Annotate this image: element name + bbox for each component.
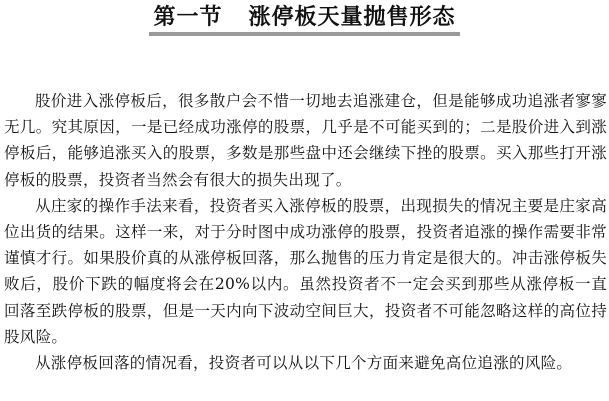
section-heading-underline — [149, 4, 459, 36]
paragraph-1: 股价进入涨停板后，很多散户会不惜一切地去追涨建仓，但是能够成功追涨者寥寥无几。究其原因，一是已经成功涨停的股票，几乎是不可能买到的；二是股价进入到涨停板后，能够追涨买入的股票，多数是那些盘中还会继续下挫的股票。买入那些打开涨停板的股票，投资者当然会有很大的损失出现了。 — [4, 92, 607, 189]
section-heading — [0, 2, 609, 36]
paragraph-3: 从涨停板回落的情况看，投资者可以从以下几个方面来避免高位追涨的风险。 — [35, 354, 573, 373]
section-number: 第一节 — [153, 5, 223, 30]
body-text — [4, 88, 607, 376]
section-title: 涨停板天量抛售形态 — [248, 5, 456, 30]
paragraph-2: 从庄家的操作手法来看，投资者买入涨停板的股票，出现损失的情况主要是庄家高位出货的结果。这样一来，对于分时图中成功涨停的股票，投资者追涨的操作需要非常谨慎才行。如果股价真的从涨停板回落，那么抛售的压力肯定是很大的。冲击涨停板失败后，股价下跌的幅度将会在20%以内。虽然投资者不一定会买到那些从涨停板一直回落至跌停板的股票，但是一天内向下波动空间巨大，投资者不可能忽略这样的高位持股风险。 — [4, 196, 607, 346]
